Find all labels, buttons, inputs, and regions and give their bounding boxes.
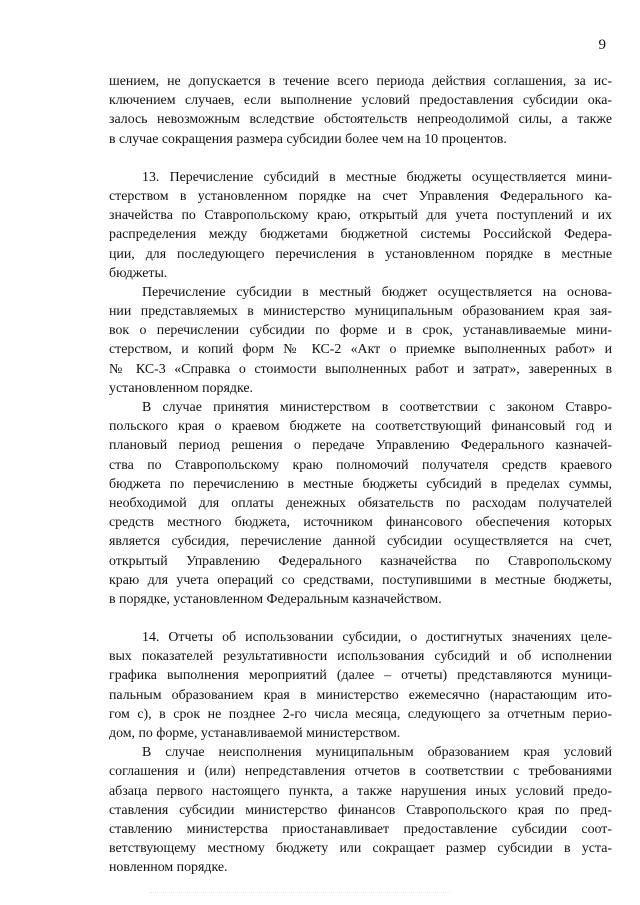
text-line: установленном порядке.: [109, 380, 253, 396]
paragraph: [109, 168, 612, 283]
text-line: пальным образованием края в министерство ежемесячно (нарастающим ито-: [109, 687, 612, 703]
text-line: стерством в установленном порядке на счет Управления Федерального ка-: [109, 188, 612, 204]
text-line: Перечисление субсидии в местный бюджет осуществляется на основа-: [142, 284, 612, 300]
document-body: [109, 72, 612, 878]
text-line: польского края о краевом бюджете на соответствующий финансовый год и: [109, 419, 612, 435]
text-line: графика выполнения мероприятий (далее – отчеты) представляются муници-: [109, 668, 612, 684]
text-line: в порядке, установленном Федеральным казначейством.: [109, 591, 442, 607]
text-line: ции, для последующего перечисления в установленном порядке в местные: [109, 246, 612, 262]
paragraph: [109, 628, 612, 743]
text-line: является субсидия, перечисление данной субсидии осуществляется на счет,: [109, 534, 612, 550]
text-line: открытый Управлению Федерального казначейства по Ставропольскому: [109, 553, 612, 569]
text-line: бюджета по перечислению в местные бюджеты субсидий в пределах суммы,: [109, 476, 612, 492]
text-line: 13. Перечисление субсидий в местные бюджеты осуществляется мини-: [142, 169, 612, 185]
text-line: средств местного бюджета, источником финансового обеспечения которых: [109, 515, 612, 531]
paragraph: [109, 398, 612, 609]
text-line: 14. Отчеты об использовании субсидии, о достигнутых значениях целе-: [142, 630, 612, 646]
text-line: ключением случаев, если выполнение условий предоставления субсидии ока-: [109, 93, 612, 109]
paragraph: [109, 743, 612, 877]
text-line: нии представляемых в министерство муниципальным образованием края зая-: [109, 304, 612, 320]
paragraph: [109, 283, 612, 398]
text-line: стерством, и копий форм № КС-2 «Акт о приемке выполненных работ» и: [109, 342, 612, 358]
text-line: соглашения и (или) непредставления отчетов в соответствии с требованиями: [109, 764, 612, 780]
text-line: ства по Ставропольскому краю полномочий получателя средств краевого: [109, 457, 612, 473]
text-line: распределения между бюджетами бюджетной системы Российской Федера-: [109, 227, 612, 243]
text-line: № КС-3 «Справка о стоимости выполненных работ и затрат», заверенных в: [109, 361, 612, 377]
text-line: в случае сокращения размера субсидии более чем на 10 процентов.: [109, 131, 507, 147]
scan-artifact: [150, 892, 450, 895]
paragraph: [109, 72, 612, 149]
text-line: шением, не допускается в течение всего периода действия соглашения, за ис-: [109, 74, 612, 89]
text-line: абзаца первого настоящего пункта, а также нарушения иных условий предо-: [109, 783, 612, 799]
text-line: плановый период решения о передаче Управлению Федерального казначей-: [109, 438, 612, 454]
text-line: значейства по Ставропольскому краю, открытый для учета поступлений и их: [109, 208, 612, 224]
text-line: бюджеты.: [109, 265, 168, 281]
page-number: 9: [598, 37, 606, 53]
text-line: В случае принятия министерством в соответствии с законом Ставро-: [142, 400, 612, 415]
paragraph-gap: [109, 149, 612, 168]
text-line: ставления субсидии министерство финансов Ставропольского края по пред-: [109, 802, 612, 818]
text-line: дом, по форме, устанавливаемой министерством.: [109, 726, 401, 741]
text-line: ставлению министерства приостанавливает предоставление субсидии соот-: [109, 821, 612, 837]
text-line: необходимой для оплаты денежных обязательств по расходам получателей: [109, 495, 612, 511]
text-line: ветствующему местному бюджету или сокращает размер субсидии в уста-: [109, 841, 612, 857]
text-line: краю для учета операций со средствами, поступившими в местные бюджеты,: [109, 572, 612, 588]
text-line: вых показателей результативности использования субсидий и об исполнении: [109, 649, 612, 665]
paragraph-gap: [109, 609, 612, 628]
text-line: новленном порядке.: [109, 860, 228, 876]
text-line: В случае неисполнения муниципальным образованием края условий: [142, 745, 612, 761]
text-line: гом с), в срок не позднее 2-го числа месяца, следующего за отчетным перио-: [109, 706, 612, 722]
text-line: залось невозможным вследствие обстоятельств непреодолимой силы, а также: [109, 112, 612, 128]
text-line: вок о перечислении субсидии по форме и в срок, устанавливаемые мини-: [109, 323, 612, 339]
